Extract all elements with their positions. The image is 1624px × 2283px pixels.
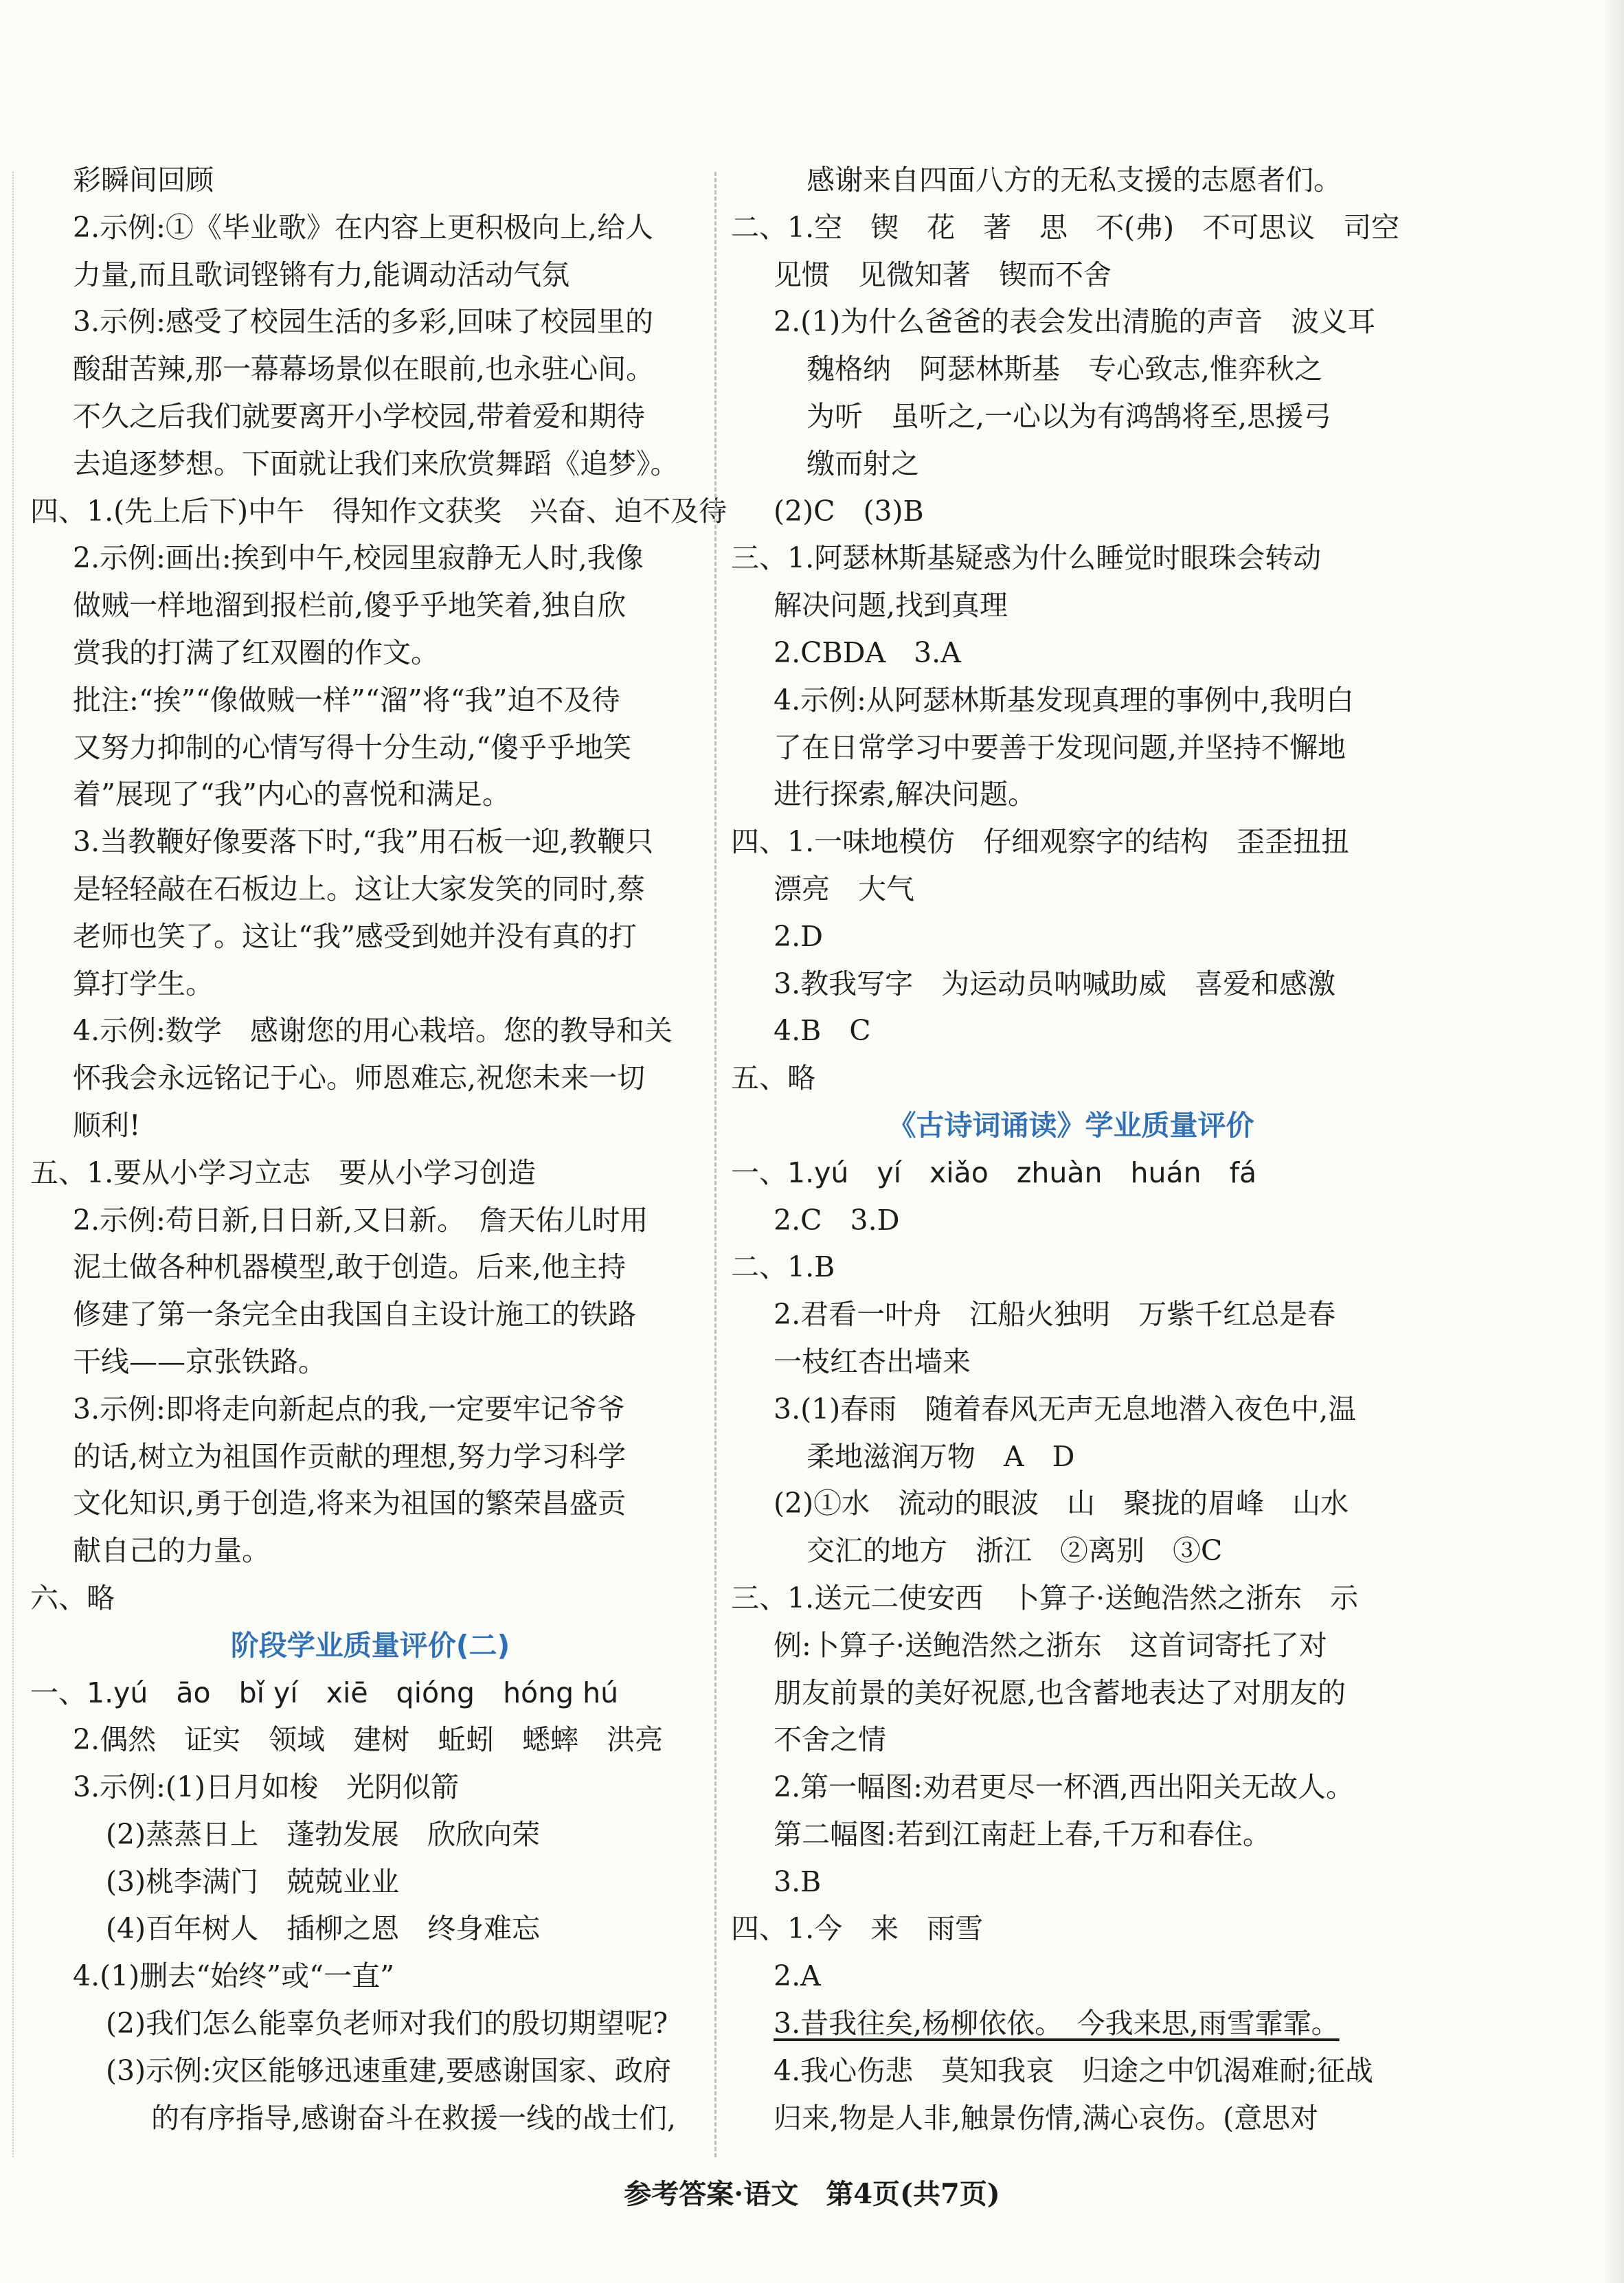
answer-line: (3)桃李满门 兢兢业业 [106,1865,400,1898]
answer-line: 漂亮 大气 [774,872,914,906]
answer-line: 朋友前景的美好祝愿,也含蓄地表达了对朋友的 [774,1676,1346,1709]
answer-line: 五、1.要从小学习立志 要从小学习创造 [30,1156,537,1189]
answer-line: 2.A [774,1959,821,1993]
answer-line: 怀我会永远铭记于心。师恩难忘,祝您未来一切 [73,1061,646,1095]
right-column [731,157,1411,2141]
page-edge-shadow [1603,0,1624,2283]
answer-line: 了在日常学习中要善于发现问题,并坚持不懈地 [774,730,1346,764]
answer-line: 四、1.(先上后下)中午 得知作文获奖 兴奋、迫不及待 [30,494,728,528]
answer-line: 解决问题,找到真理 [774,589,1008,622]
left-column [30,157,728,2141]
answer-line: 酸甜苦辣,那一幕幕场景似在眼前,也永驻心间。 [73,352,655,386]
answer-line: 2.示例:苟日新,日日新,又日新。 詹天佑儿时用 [73,1203,649,1237]
answer-line: (2)我们怎么能辜负老师对我们的殷切期望呢? [106,2007,668,2040]
answer-line: 彩瞬间回顾 [73,164,214,196]
answer-line: 一、1.yú āo bǐ yí xiē qióng hóng hú [30,1676,619,1709]
answer-line: 干线——京张铁路。 [73,1345,326,1378]
answer-line: 柔地滋润万物 A D [807,1439,1075,1473]
answer-line: 3.当教鞭好像要落下时,“我”用石板一迎,教鞭只 [73,825,654,859]
answer-line: 4.我心伤悲 莫知我哀 归途之中饥渴难耐;征战 [774,2054,1373,2087]
answer-line: 着”展现了“我”内心的喜悦和满足。 [73,778,510,811]
answer-line: 归来,物是人非,触景伤情,满心哀伤。(意思对 [774,2101,1319,2135]
answer-line: 算打学生。 [73,967,214,1000]
answer-line: 魏格纳 阿瑟林斯基 专心致志,惟弈秋之 [807,352,1323,386]
answer-line: 3.示例:感受了校园生活的多彩,回味了校园里的 [73,305,653,339]
answer-line: 2.(1)为什么爸爸的表会发出清脆的声音 波义耳 [774,305,1376,339]
answer-line: 2.D [774,919,823,953]
answer-line: 例:卜算子·送鲍浩然之浙东 这首词寄托了对 [774,1628,1327,1662]
answer-line: 3.(1)春雨 随着春风无声无息地潜入夜色中,温 [774,1392,1357,1426]
answer-line: (2)蒸蒸日上 蓬勃发展 欣欣向荣 [106,1817,541,1851]
answer-line: 二、1.B [731,1250,835,1284]
answer-line: 又努力抑制的心情写得十分生动,“傻乎乎地笑 [73,730,631,764]
answer-line: 缴而射之 [807,447,919,480]
binding-edge-dots [12,172,14,2157]
column-divider [714,172,717,2157]
answer-line: 3.示例:即将走向新起点的我,一定要牢记爷爷 [73,1392,625,1426]
answer-line: 3.B [774,1865,822,1898]
answer-line: 的话,树立为祖国作贡献的理想,努力学习科学 [73,1439,627,1473]
answer-line: 不久之后我们就要离开小学校园,带着爱和期待 [73,399,646,433]
answer-line: 献自己的力量。 [73,1534,270,1568]
answer-line: 4.B C [774,1014,871,1048]
answer-line: 的有序指导,感谢奋斗在救援一线的战士们, [151,2101,677,2135]
answer-line: 修建了第一条完全由我国自主设计施工的铁路 [73,1298,636,1331]
answer-line: 不舍之情 [774,1723,886,1757]
answer-line: 2.君看一叶舟 江船火独明 万紫千红总是春 [774,1298,1336,1331]
answer-line: 六、略 [30,1581,115,1615]
answer-line: 交汇的地方 浙江 ②离别 ③C [807,1534,1223,1568]
answer-line: 见惯 见微知著 锲而不舍 [774,258,1112,291]
answer-line: 批注:“挨”“像做贼一样”“溜”将“我”迫不及待 [73,683,620,717]
answer-line: (2)①水 流动的眼波 山 聚拢的眉峰 山水 [774,1487,1349,1520]
answer-line: 为听 虽听之,一心以为有鸿鹄将至,思援弓 [807,399,1332,433]
answer-line: (2)C (3)B [774,494,924,528]
answer-line: 五、略 [731,1061,815,1095]
answer-line: 力量,而且歌词铿锵有力,能调动活动气氛 [73,258,570,291]
answer-line: 赏我的打满了红双圈的作文。 [73,636,439,669]
answer-line: 2.示例:画出:挨到中午,校园里寂静无人时,我像 [73,541,644,575]
answer-line: 4.(1)删去“始终”或“一直” [73,1959,395,1993]
answer-line: 2.示例:①《毕业歌》在内容上更积极向上,给人 [73,210,653,244]
answer-line: 3.教我写字 为运动员呐喊助威 喜爱和感激 [774,967,1336,1000]
answer-line: 做贼一样地溜到报栏前,傻乎乎地笑着,独自欣 [73,589,627,622]
answer-line: 四、1.今 来 雨雪 [731,1912,984,1946]
answer-line: 二、1.空 锲 花 著 思 不(弗) 不可思议 司空 [731,210,1400,244]
section-heading: 《古诗词诵读》学业质量评价 [888,1108,1254,1142]
answer-line: 2.C 3.D [774,1203,900,1237]
answer-line: 进行探索,解决问题。 [774,778,1037,811]
section-heading: 阶段学业质量评价(二) [230,1628,510,1662]
answer-line: 感谢来自四面八方的无私支援的志愿者们。 [807,164,1342,196]
answer-line: 四、1.一味地模仿 仔细观察字的结构 歪歪扭扭 [731,825,1350,859]
page-footer: 参考答案·语文 第4页(共7页) [624,2178,1000,2210]
answer-line: 2.CBDA 3.A [774,636,961,669]
answer-line: 3.昔我往矣,杨柳依依。 今我来思,雨雪霏霏。 [774,2007,1340,2040]
answer-line: 三、1.送元二使安西 卜算子·送鲍浩然之浙东 示 [731,1581,1359,1615]
answer-line: 老师也笑了。这让“我”感受到她并没有真的打 [73,919,637,953]
answer-line: 一、1.yú yí xiǎo zhuàn huán fá [731,1156,1257,1189]
answer-line: 三、1.阿瑟林斯基疑惑为什么睡觉时眼珠会转动 [731,541,1322,575]
answer-line: 顺利! [73,1108,141,1142]
answer-line: (4)百年树人 插柳之恩 终身难忘 [106,1912,541,1946]
answer-line: 3.示例:(1)日月如梭 光阴似箭 [73,1770,460,1804]
answer-line: 2.偶然 证实 领域 建树 蚯蚓 蟋蟀 洪亮 [73,1723,664,1757]
answer-line: (3)示例:灾区能够迅速重建,要感谢国家、政府 [106,2054,671,2087]
answer-line: 第二幅图:若到江南赶上春,千万和春住。 [774,1817,1271,1851]
answer-line: 泥土做各种机器模型,敢于创造。后来,他主持 [73,1250,627,1284]
answer-line: 文化知识,勇于创造,将来为祖国的繁荣昌盛贡 [73,1487,627,1520]
answer-line: 2.第一幅图:劝君更尽一杯酒,西出阳关无故人。 [774,1770,1354,1804]
answer-line: 4.示例:数学 感谢您的用心栽培。您的教导和关 [73,1014,673,1048]
answer-line: 是轻轻敲在石板边上。这让大家发笑的同时,蔡 [73,872,646,906]
answer-line: 4.示例:从阿瑟林斯基发现真理的事例中,我明白 [774,683,1354,717]
answer-line: 去追逐梦想。下面就让我们来欣赏舞蹈《追梦》。 [73,447,679,480]
answer-line: 一枝红杏出墙来 [774,1345,971,1378]
